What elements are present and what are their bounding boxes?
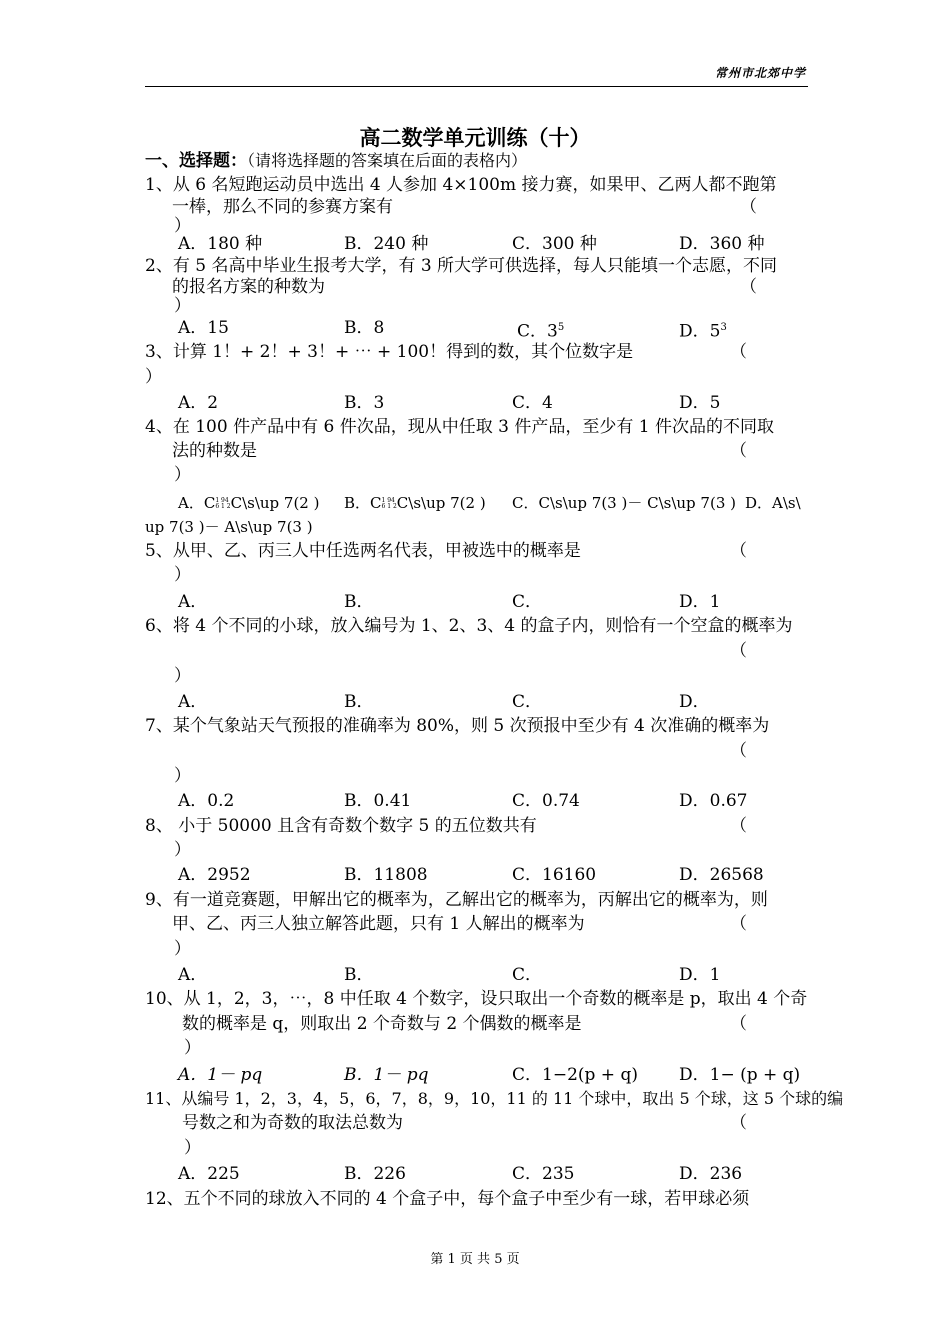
q8-paren-open: （	[730, 816, 747, 836]
q4-option-c: C．C\s\up 7(3 )－ C\s\up 7(3 )	[512, 494, 736, 512]
q2-option-d: D．$5^3$	[679, 321, 727, 342]
q9-option-b: B．	[344, 965, 374, 985]
page-title: 高二数学单元训练（十）	[359, 125, 591, 150]
q9-option-d: D．1	[679, 965, 721, 985]
q8-option-c: C．16160	[512, 865, 597, 885]
q7-option-b: B．0.41	[344, 791, 412, 811]
q7-option-a: A．0.2	[178, 791, 235, 811]
q4-option-d-line2: up 7(3 )－ A\s\up 7(3 )	[145, 518, 313, 536]
q4-option-b: B．C1 94 6 1 2C\s\up 7(2 )	[344, 494, 486, 512]
q4-text-line2: 法的种数是	[172, 441, 257, 461]
q3-paren-open: （	[730, 342, 747, 362]
q2-option-b: B．8	[344, 318, 385, 338]
q6-paren-close: ）	[174, 666, 191, 686]
q5-option-c: C．	[512, 592, 543, 612]
q10-option-a: A．1－ pq	[178, 1065, 263, 1085]
q2-option-a: A．15	[178, 318, 229, 338]
q5-option-d: D．1	[679, 592, 721, 612]
q11-option-b: B．226	[344, 1164, 406, 1184]
q3-option-c: C．4	[512, 393, 553, 413]
q6-text-line1: 6、将 4 个不同的小球，放入编号为 1、2、3、4 的盒子内，则恰有一个空盒的概率为	[145, 616, 793, 636]
q11-option-d: D．236	[679, 1164, 743, 1184]
page-footer: 第 1 页 共 5 页	[430, 1252, 520, 1267]
q10-option-b: B．1－ pq	[344, 1065, 429, 1085]
q9-paren-open: （	[730, 914, 747, 934]
q3-option-b: B．3	[344, 393, 385, 413]
q4-paren-close: ）	[174, 465, 191, 485]
q9-option-c: C．	[512, 965, 543, 985]
q2-text-line1: 2、有 5 名高中毕业生报考大学，有 3 所大学可供选择，每人只能填一个志愿，不同	[145, 256, 778, 276]
q7-option-d: D．0.67	[679, 791, 748, 811]
q5-paren-close: ）	[174, 565, 191, 585]
q9-text-line2: 甲、乙、丙三人独立解答此题，只有 1 人解出的概率为	[172, 914, 585, 934]
q7-paren-close: ）	[174, 766, 191, 786]
q4-text-line1: 4、在 100 件产品中有 6 件次品，现从中任取 3 件产品，至少有 1 件次品的不同取	[145, 417, 774, 437]
q4-option-a: A．C1 94 6 1 2C\s\up 7(2 )	[178, 494, 320, 512]
q4-paren-open: （	[730, 441, 747, 461]
q8-option-b: B．11808	[344, 865, 428, 885]
q1-paren-close: ）	[174, 216, 191, 236]
q1-option-c: C．300 种	[512, 234, 597, 254]
q3-text-line1: 3、计算 1！+ 2！+ 3！+ ⋯ + 100！得到的数，其个位数字是	[145, 342, 634, 362]
q8-option-d: D．26568	[679, 865, 764, 885]
q11-paren-open: （	[730, 1113, 747, 1133]
q6-option-a: A．	[178, 692, 208, 712]
q6-option-c: C．	[512, 692, 543, 712]
q3-paren-close: ）	[145, 367, 162, 387]
q2-text-line2: 的报名方案的种数为	[172, 277, 325, 297]
section-note: （请将选择题的答案填在后面的表格内）	[247, 151, 528, 170]
q8-paren-close: ）	[174, 840, 191, 860]
q9-text-line1: 9、有一道竞赛题，甲解出它的概率为，乙解出它的概率为，丙解出它的概率为，则	[145, 890, 768, 910]
q5-paren-open: （	[730, 541, 747, 561]
q1-option-a: A．180 种	[178, 234, 263, 254]
q6-paren-open: （	[730, 641, 747, 661]
q11-paren-close: ）	[184, 1138, 201, 1158]
q11-text-line2: 号数之和为奇数的取法总数为	[182, 1113, 403, 1133]
q10-text-line1: 10、从 1，2，3，⋯，8 中任取 4 个数字，设只取出一个奇数的概率是 p，取出 4 个奇	[145, 989, 808, 1009]
q7-text-line1: 7、某个气象站天气预报的准确率为 80%，则 5 次预报中至少有 4 次准确的概率为	[145, 716, 770, 736]
q4-option-d-line1: D．A\s\	[745, 494, 801, 512]
q7-paren-open: （	[730, 741, 747, 761]
q5-text-line1: 5、从甲、乙、丙三人中任选两名代表，甲被选中的概率是	[145, 541, 581, 561]
page-header	[145, 62, 808, 87]
q1-option-d: D．360 种	[679, 234, 765, 254]
q10-option-d: D．1− (p + q)	[679, 1065, 801, 1085]
q1-text-line2: 一棒，那么不同的参赛方案有	[172, 197, 393, 217]
q12-text-line1: 12、五个不同的球放入不同的 4 个盒子中，每个盒子中至少有一球，若甲球必须	[145, 1189, 750, 1209]
q6-option-d: D．	[679, 692, 710, 712]
q9-option-a: A．	[178, 965, 208, 985]
q9-paren-close: ）	[174, 939, 191, 959]
q2-option-c: C．$3^5$	[517, 321, 565, 342]
q6-option-b: B．	[344, 692, 374, 712]
q11-option-c: C．235	[512, 1164, 575, 1184]
q1-option-b: B．240 种	[344, 234, 429, 254]
q1-paren-open: （	[740, 197, 757, 217]
q10-paren-open: （	[730, 1014, 747, 1034]
q8-option-a: A．2952	[178, 865, 251, 885]
q5-option-a: A．	[178, 592, 208, 612]
q11-option-a: A．225	[178, 1164, 240, 1184]
q10-paren-close: ）	[184, 1038, 201, 1058]
q2-paren-open: （	[740, 277, 757, 297]
q10-text-line2: 数的概率是 q，则取出 2 个奇数与 2 个偶数的概率是	[182, 1014, 582, 1034]
q10-option-c: C．1−2(p + q)	[512, 1065, 638, 1085]
q5-option-b: B．	[344, 592, 374, 612]
section-heading	[145, 150, 527, 172]
q1-text-line1: 1、从 6 名短跑运动员中选出 4 人参加 4×100m 接力赛，如果甲、乙两人都不跑第	[145, 175, 777, 195]
q2-paren-close: ）	[174, 296, 191, 316]
q3-option-d: D．5	[679, 393, 721, 413]
q3-option-a: A．2	[178, 393, 219, 413]
q8-text-line1: 8、 小于 50000 且含有奇数个数字 5 的五位数共有	[145, 816, 537, 836]
q11-text-line1: 11、从编号 1，2，3，4，5，6，7，8，9，10，11 的 11 个球中，取出 5 个球，这 5 个球的编	[145, 1089, 844, 1108]
section-label: 一、选择题：	[145, 151, 247, 171]
school-name: 常州市北郊中学	[714, 66, 806, 80]
q7-option-c: C．0.74	[512, 791, 580, 811]
